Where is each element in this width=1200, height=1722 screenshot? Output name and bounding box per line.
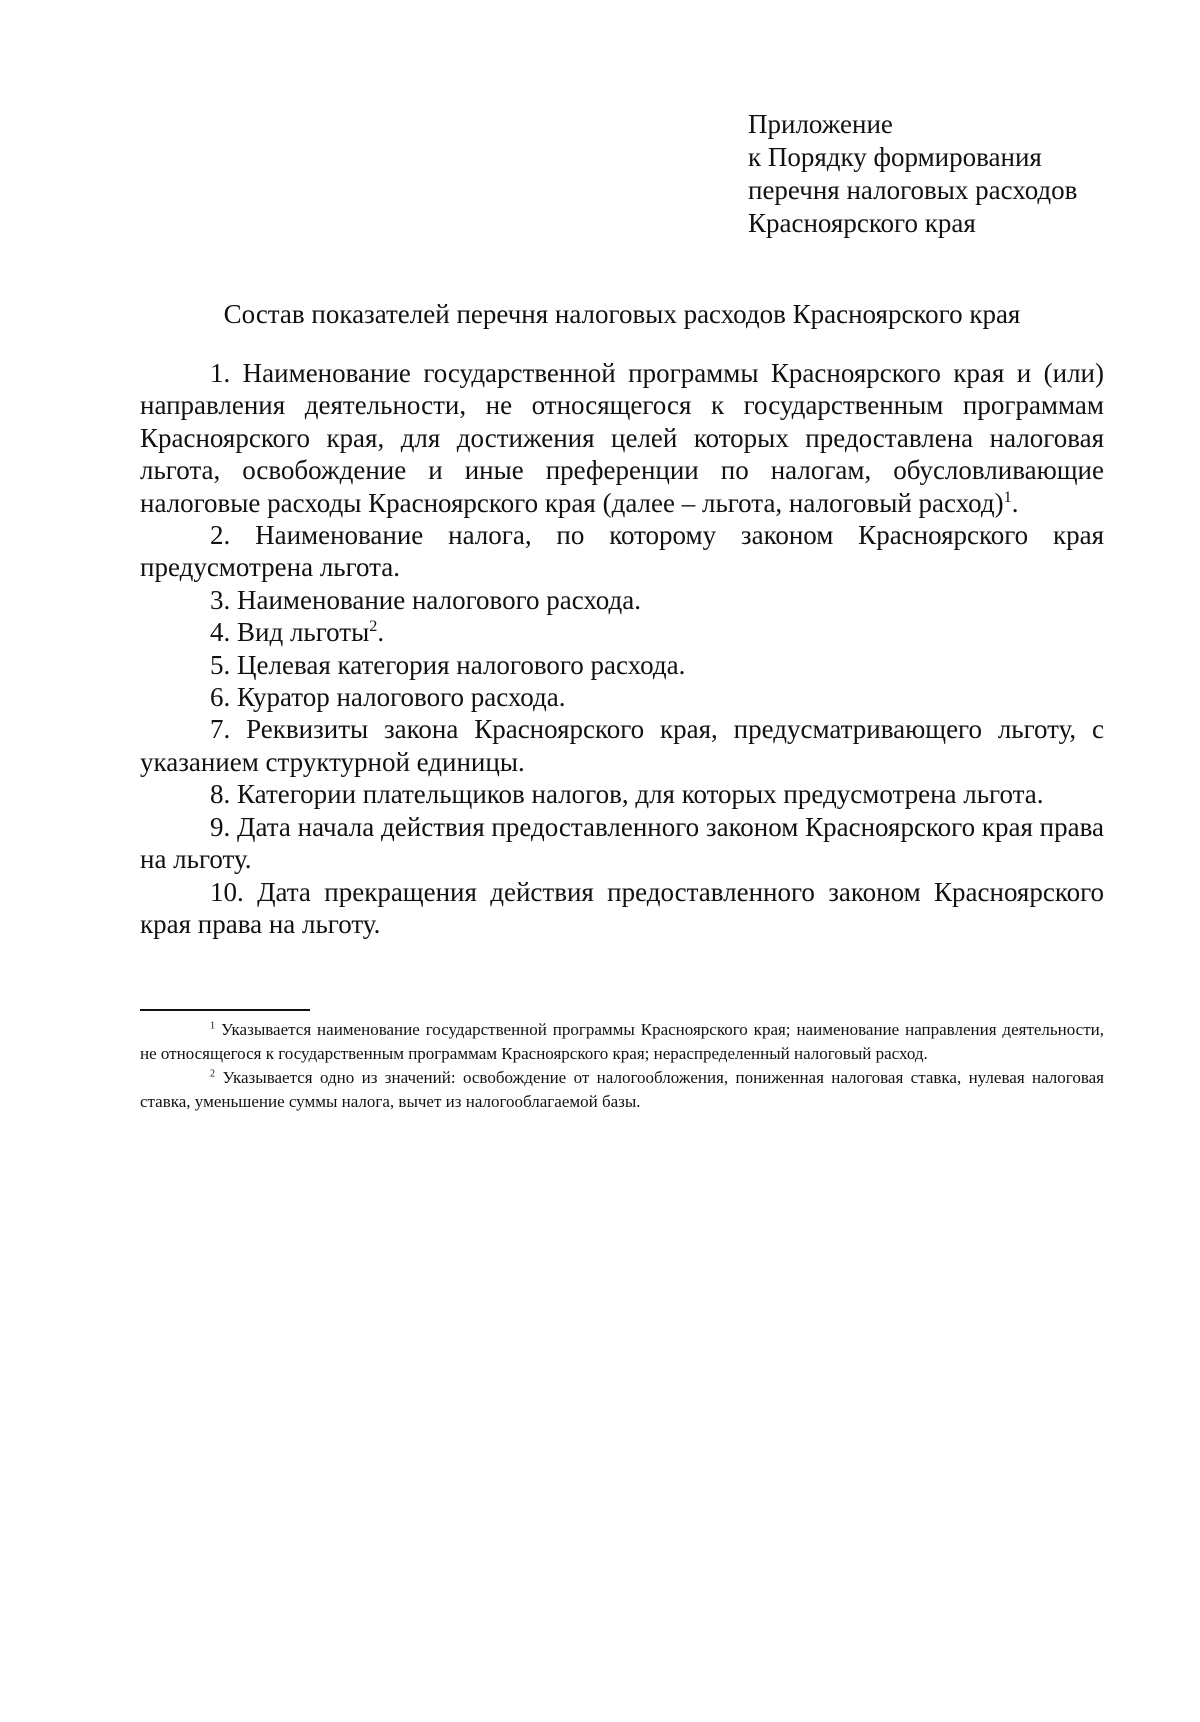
list-item — [140, 357, 1104, 519]
footnote-separator — [140, 1009, 310, 1011]
appendix-line: к Порядку формирования — [748, 142, 1042, 172]
list-item — [140, 876, 1104, 941]
list-item — [140, 616, 1104, 648]
list-item — [140, 584, 1104, 616]
list-item — [140, 649, 1104, 681]
footnote — [140, 1066, 1104, 1114]
list-item — [140, 811, 1104, 876]
footnotes — [140, 1018, 1104, 1114]
list-item-text: 5. Целевая категория налогового расхода. — [210, 649, 686, 680]
list-item-text: 6. Куратор налогового расхода. — [210, 682, 566, 713]
list-item-text: 7. Реквизиты закона Красноярского края, предусматривающего льготу, с указанием структурной единицы. — [140, 714, 1104, 777]
list-item — [140, 778, 1104, 810]
footnote-mark: 2 — [210, 1068, 216, 1080]
footnote-text: Указывается одно из значений: освобождение от налогообложения, пониженная налоговая ставка, нулевая налоговая ставка, уменьшение суммы налога, вычет из налогооблагаемой базы. — [140, 1068, 1104, 1111]
list-item-text: 1. Наименование государственной программы Красноярского края и (или) направления деятельности, не относящегося к государственным программам Красноярского края, для достижения целей которых предоставлена налоговая льгота, освобождение и иные преференции по налогам, обусловливающие налоговые расходы Красноярского края (далее – льгота, налоговый расход) — [140, 358, 1104, 518]
list-item-text: 8. Категории плательщиков налогов, для которых предусмотрена льгота. — [210, 779, 1044, 810]
list-item-text: 4. Вид льготы — [210, 617, 370, 648]
appendix-line: перечня налоговых расходов — [748, 175, 1078, 205]
footnote-ref: 1 — [1003, 487, 1012, 506]
list-item-tail: . — [377, 617, 385, 648]
list-item-text: 3. Наименование налогового расхода. — [210, 584, 641, 615]
list-item-text: 10. Дата прекращения действия предоставленного законом Красноярского края права на льготу. — [140, 876, 1104, 939]
document-title: Состав показателей перечня налоговых расходов Красноярского края — [223, 299, 1021, 329]
list-item-tail: . — [1011, 487, 1019, 518]
footnote-ref: 2 — [369, 617, 378, 636]
list-item-text: 9. Дата начала действия предоставленного законом Красноярского края права на льготу. — [140, 811, 1104, 875]
list-item-text: 2. Наименование налога, по которому законом Красноярского края предусмотрена льгота. — [140, 520, 1104, 583]
list-item — [140, 713, 1104, 778]
footnote-text: Указывается наименование государственной программы Красноярского края; наименование направления деятельности, не относящегося к государственным программам Красноярского края; нераспределенный налоговый расход. — [140, 1020, 1104, 1063]
list-item — [140, 681, 1104, 713]
appendix-heading — [748, 108, 1168, 240]
indicator-list — [140, 357, 1104, 940]
footnote — [140, 1018, 1104, 1066]
list-item — [140, 519, 1104, 584]
appendix-line: Красноярского края — [748, 208, 976, 238]
appendix-line: Приложение — [748, 109, 893, 139]
footnote-mark: 1 — [210, 1020, 216, 1032]
